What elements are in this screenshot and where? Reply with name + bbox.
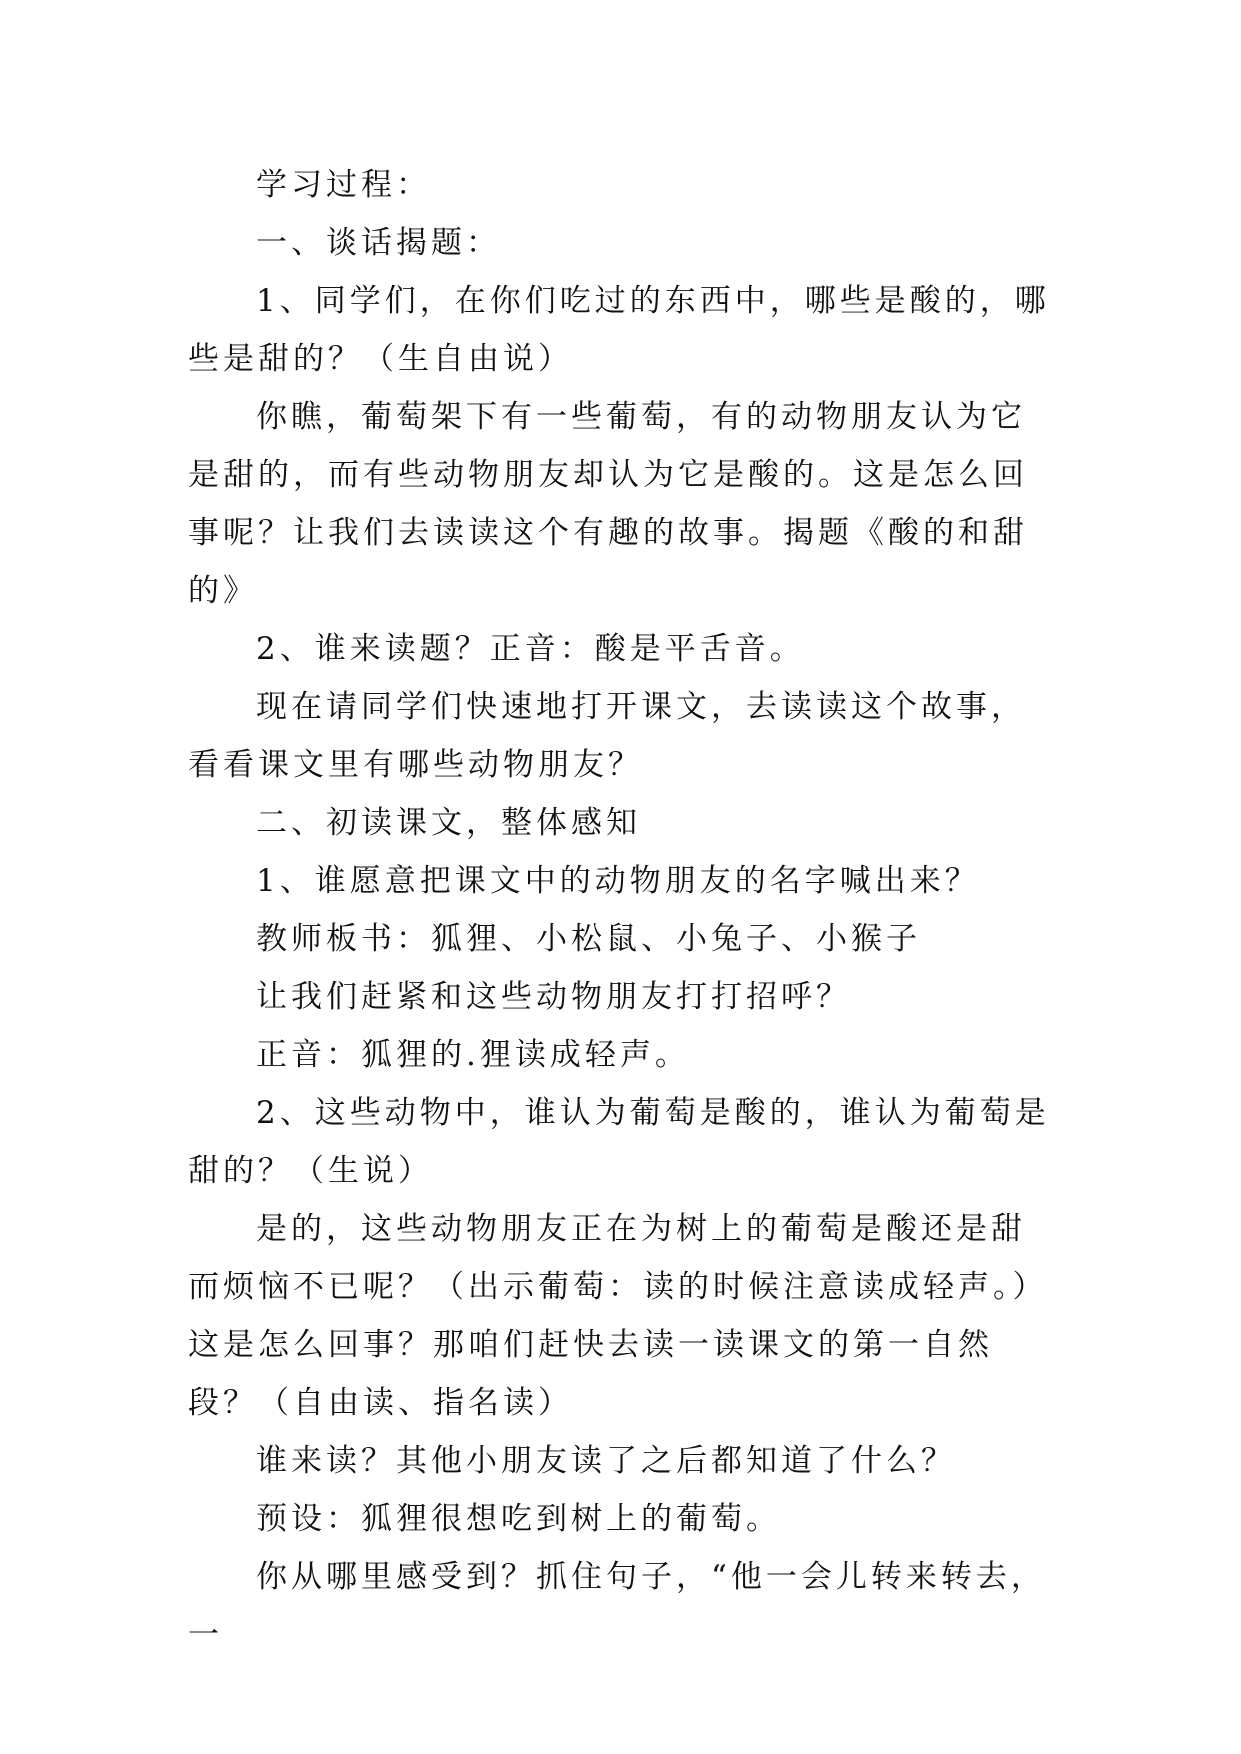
- paragraph-preset-answer: 预设：狐狸很想吃到树上的葡萄。: [256, 1501, 781, 1537]
- paragraph: 你瞧，葡萄架下有一些葡萄，有的动物朋友认为它是甜的，而有些动物朋友却认为它是酸的。这是怎么回事呢？让我们去读读这个有趣的故事。揭题《酸的和甜的》: [188, 399, 1028, 609]
- document-body: [188, 156, 1054, 1664]
- paragraph-pronunciation-note: 正音：狐狸的.狸读成轻声。: [256, 1037, 690, 1073]
- paragraph: 1、同学们，在你们吃过的东西中，哪些是酸的，哪些是甜的？（生自由说）: [188, 283, 1050, 377]
- paragraph: 现在请同学们快速地打开课文，去读读这个故事，看看课文里有哪些动物朋友？: [188, 689, 1026, 783]
- paragraph: 谁来读？其他小朋友读了之后都知道了什么？: [256, 1443, 956, 1479]
- paragraph: 2、这些动物中，谁认为葡萄是酸的，谁认为葡萄是甜的？（生说）: [188, 1095, 1050, 1189]
- paragraph-board-writing: 教师板书：狐狸、小松鼠、小兔子、小猴子: [256, 921, 921, 957]
- paragraph-section-two-heading: 二、初读课文，整体感知: [256, 805, 641, 841]
- paragraph-section-one-heading: 一、谈话揭题：: [256, 225, 501, 261]
- paragraph: 让我们赶紧和这些动物朋友打打招呼？: [256, 979, 851, 1015]
- paragraph-learning-process-heading: 学习过程：: [256, 167, 431, 203]
- paragraph: 你从哪里感受到？抓住句子，“他一会儿转来转去，一: [188, 1559, 1046, 1653]
- paragraph: 2、谁来读题？正音：酸是平舌音。: [256, 631, 805, 667]
- paragraph: 1、谁愿意把课文中的动物朋友的名字喊出来？: [256, 863, 980, 899]
- paragraph: 是的，这些动物朋友正在为树上的葡萄是酸还是甜而烦恼不已呢？（出示葡萄：读的时候注意读成轻声。）这是怎么回事？那咱们赶快去读一读课文的第一自然段？（自由读、指名读）: [188, 1211, 1048, 1421]
